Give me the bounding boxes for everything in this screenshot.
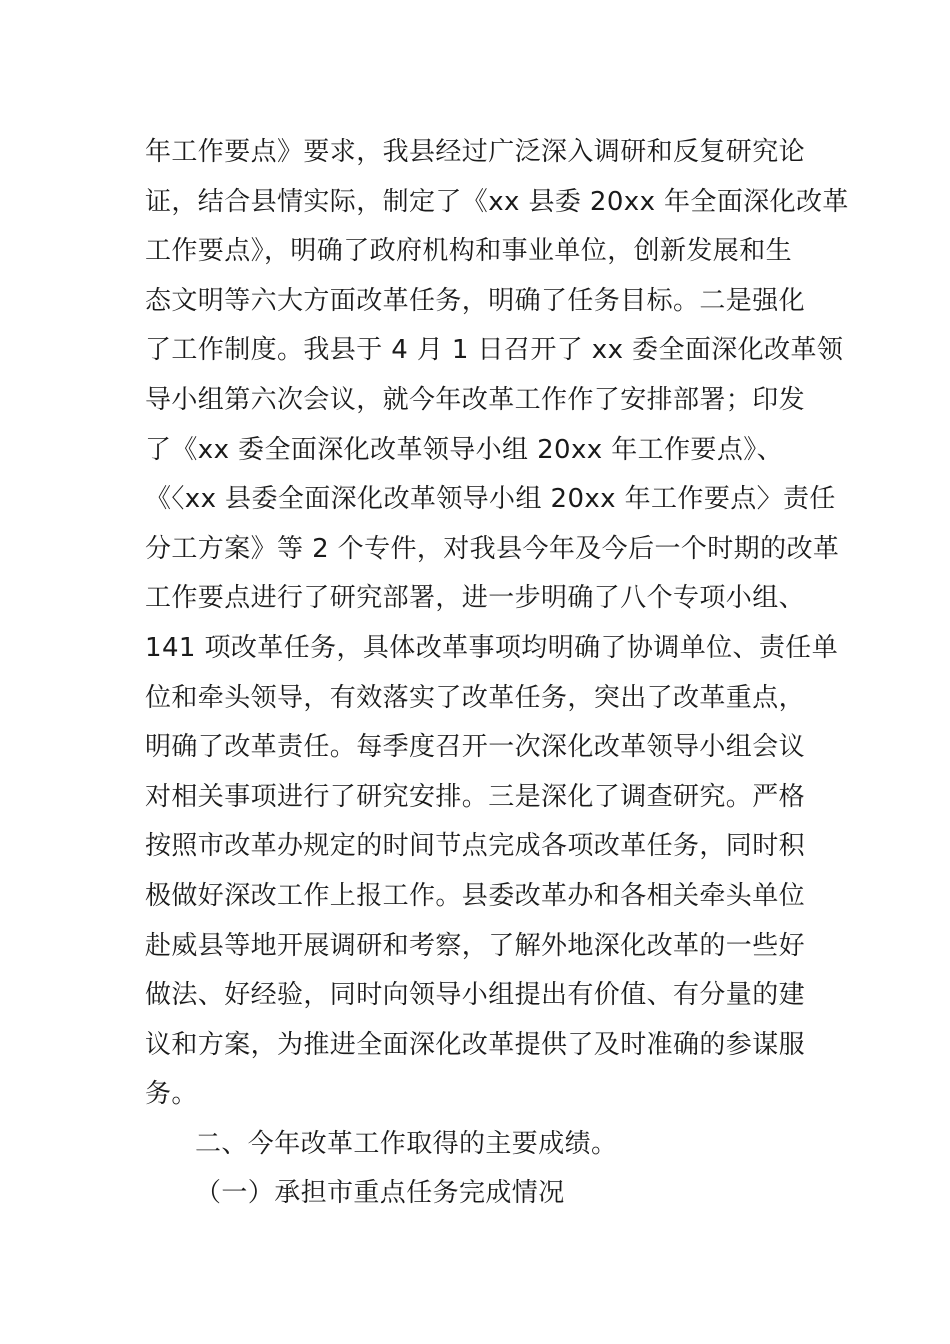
section-heading: 二、今年改革工作取得的主要成绩。 [195, 1128, 618, 1159]
paragraph-line-16: 极做好深改工作上报工作。县委改革办和各相关牵头单位 [145, 880, 806, 911]
paragraph-line-15: 按照市改革办规定的时间节点完成各项改革任务，同时积 [145, 831, 806, 862]
paragraph-line-6: 导小组第六次会议，就今年改革工作作了安排部署；印发 [145, 384, 806, 415]
paragraph-line-13: 明确了改革责任。每季度召开一次深化改革领导小组会议 [145, 732, 806, 763]
paragraph-line-1: 年工作要点》要求，我县经过广泛深入调研和反复研究论 [145, 137, 806, 167]
paragraph-line-9: 分工方案》等 2 个专件，对我县今年及今后一个时期的改革 [145, 533, 840, 564]
document-body [145, 128, 849, 1219]
paragraph-line-3: 工作要点》，明确了政府机构和事业单位，创新发展和生 [145, 236, 793, 267]
paragraph-line-4: 态文明等六大方面改革任务，明确了任务目标。二是强化 [145, 285, 806, 316]
paragraph-line-2: 证，结合县情实际，制定了《xx 县委 20xx 年全面深化改革 [145, 186, 849, 217]
paragraph-line-11: 141 项改革任务，具体改革事项均明确了协调单位、责任单 [145, 632, 839, 663]
paragraph-line-17: 赴威县等地开展调研和考察，了解外地深化改革的一些好 [145, 930, 806, 961]
paragraph-line-18: 做法、好经验，同时向领导小组提出有价值、有分量的建 [145, 980, 806, 1011]
paragraph-line-10: 工作要点进行了研究部署，进一步明确了八个专项小组、 [145, 583, 806, 614]
paragraph-line-20: 务。 [145, 1079, 198, 1110]
paragraph-line-19: 议和方案，为推进全面深化改革提供了及时准确的参谋服 [145, 1029, 806, 1060]
paragraph-line-12: 位和牵头领导，有效落实了改革任务，突出了改革重点， [145, 682, 806, 713]
paragraph-line-14: 对相关事项进行了研究安排。三是深化了调查研究。严格 [145, 781, 806, 812]
paragraph-line-8: 《〈xx 县委全面深化改革领导小组 20xx 年工作要点〉责任 [145, 484, 836, 515]
paragraph-line-7: 了《xx 委全面深化改革领导小组 20xx 年工作要点》、 [145, 434, 784, 465]
paragraph-line-5: 了工作制度。我县于 4 月 1 日召开了 xx 委全面深化改革领 [145, 335, 844, 366]
subsection-heading: （一）承担市重点任务完成情况 [195, 1178, 565, 1209]
